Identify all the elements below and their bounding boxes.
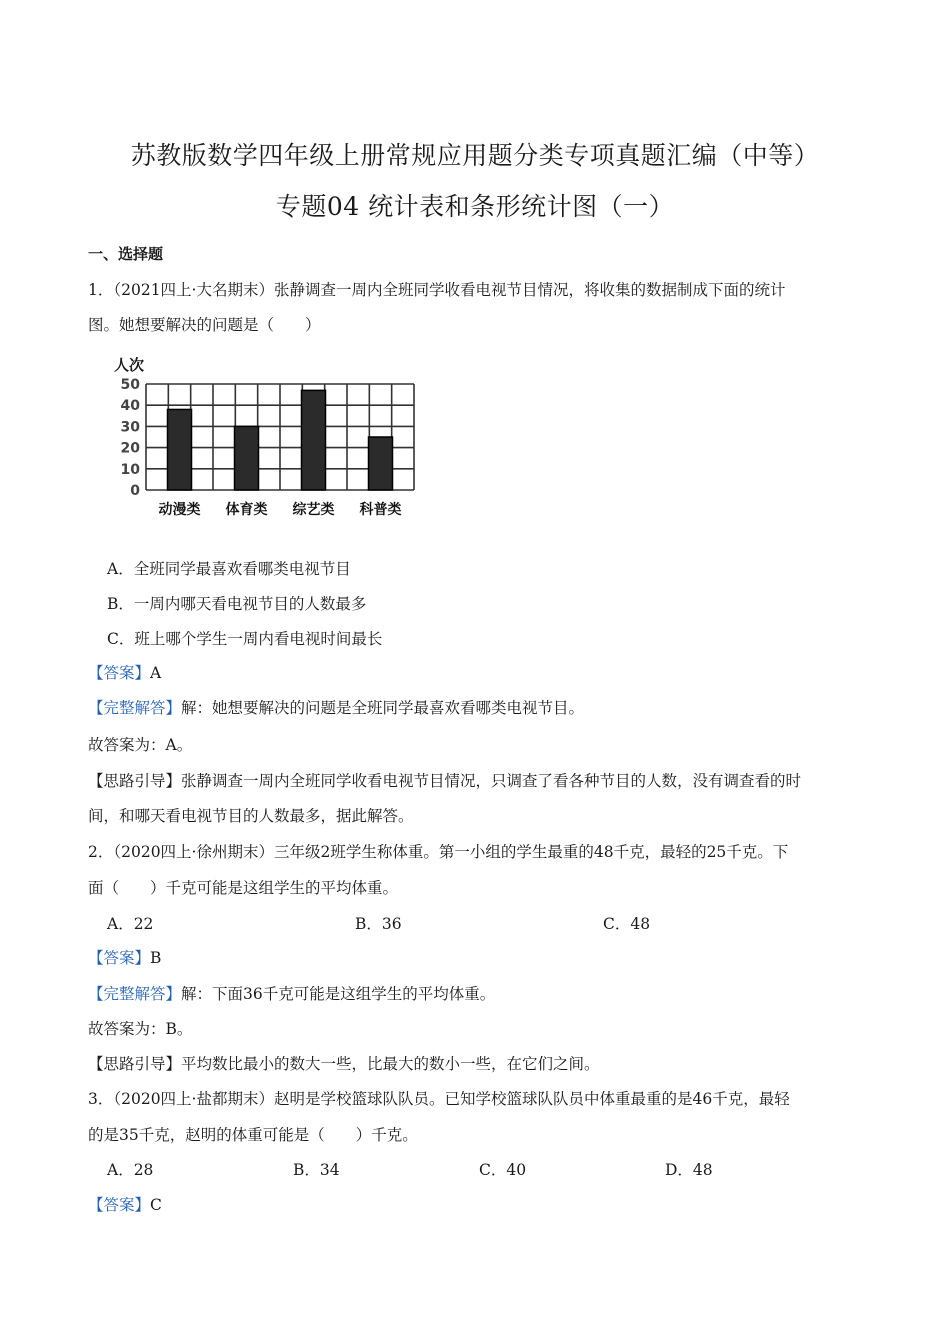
- y-tick-label: 50: [120, 377, 140, 393]
- answer-tag: 答案: [103, 949, 135, 967]
- y-tick-label: 30: [120, 419, 140, 436]
- q1-option-a: A．全班同学最喜欢看哪类电视节目: [107, 560, 351, 578]
- q1-stem-line2: 图。她想要解决的问题是（ ）: [88, 316, 321, 334]
- hint-text: 平均数比最小的数大一些，比最大的数小一些，在它们之间。: [181, 1055, 600, 1073]
- q2-option-c: C．48: [603, 915, 651, 933]
- x-category-label: 科普类: [359, 502, 402, 518]
- section-heading: 一、选择题: [88, 245, 164, 263]
- solution-text: 解：下面36千克可能是这组学生的平均体重。: [181, 985, 496, 1003]
- q3-option-d: D．48: [665, 1161, 713, 1179]
- q2-conclusion: 故答案为：B。: [88, 1020, 193, 1038]
- x-category-label: 综艺类: [292, 502, 335, 518]
- bar-2: [235, 426, 259, 490]
- q2-stem-line1: 2．（2020四上·徐州期末）三年级2班学生称体重。第一小组的学生最重的48千克，最轻的25千克。下: [88, 843, 789, 861]
- q1-option-c: C．班上哪个学生一周内看电视时间最长: [107, 630, 383, 648]
- x-category-label: 动漫类: [158, 502, 201, 518]
- q1-conclusion: 故答案为：A。: [88, 736, 193, 754]
- q2-stem-line2: 面（ ）千克可能是这组学生的平均体重。: [88, 879, 399, 897]
- q3-answer: 【答案】C: [88, 1196, 162, 1214]
- q1-hint-line2: 间，和哪天看电视节目的人数最多，据此解答。: [88, 807, 414, 825]
- q3-option-c: C．40: [479, 1161, 527, 1179]
- hint-tag: 思路引导: [103, 1055, 166, 1073]
- q2-option-b: B．36: [355, 915, 402, 933]
- answer-tag: 答案: [103, 1196, 135, 1214]
- q3-stem-line1: 3．（2020四上·盐都期末）赵明是学校篮球队队员。已知学校篮球队队员中体重最重的是46千克，最轻: [88, 1090, 790, 1108]
- q2-hint: 【思路引导】平均数比最小的数大一些，比最大的数小一些，在它们之间。: [88, 1055, 600, 1073]
- y-tick-label: 20: [120, 440, 140, 457]
- q1-solution: 【完整解答】解：她想要解决的问题是全班同学最喜欢看哪类电视节目。: [88, 699, 585, 717]
- answer-value: C: [150, 1196, 162, 1214]
- page-title-line1: 苏教版数学四年级上册常规应用题分类专项真题汇编（中等）: [130, 141, 820, 170]
- answer-value: B: [150, 949, 162, 967]
- q1-hint-line1: 【思路引导】张静调查一周内全班同学收看电视节目情况，只调查了看各种节目的人数，没有调查看的时: [88, 772, 802, 790]
- answer-value: A: [150, 664, 162, 682]
- y-tick-label: 10: [120, 461, 140, 478]
- q3-stem-line2: 的是35千克，赵明的体重可能是（ ）千克。: [88, 1126, 418, 1144]
- q1-answer: 【答案】A: [88, 664, 162, 682]
- solution-tag: 完整解答: [103, 699, 166, 717]
- bar-3: [302, 390, 326, 490]
- hint-tag: 思路引导: [103, 772, 166, 790]
- q1-option-b: B．一周内哪天看电视节目的人数最多: [107, 595, 367, 613]
- solution-tag: 完整解答: [103, 985, 166, 1003]
- q2-solution: 【完整解答】解：下面36千克可能是这组学生的平均体重。: [88, 985, 496, 1003]
- q2-option-a: A．22: [107, 915, 154, 933]
- y-tick-label: 0: [130, 483, 140, 499]
- x-category-label: 体育类: [225, 502, 268, 518]
- page-title-line2: 专题04 统计表和条形统计图（一）: [275, 192, 675, 221]
- solution-text: 解：她想要解决的问题是全班同学最喜欢看哪类电视节目。: [181, 699, 585, 717]
- hint-text: 张静调查一周内全班同学收看电视节目情况，只调查了看各种节目的人数，没有调查看的时: [181, 772, 802, 790]
- bar-4: [369, 437, 393, 490]
- q1-stem-line1: 1．（2021四上·大名期末）张静调查一周内全班同学收看电视节目情况，将收集的数据制成下面的统计: [88, 281, 786, 299]
- q3-option-b: B．34: [293, 1161, 340, 1179]
- y-tick-label: 40: [120, 398, 140, 415]
- bar-chart: [108, 350, 428, 520]
- bar-1: [168, 409, 192, 490]
- answer-tag: 答案: [103, 664, 135, 682]
- q2-answer: 【答案】B: [88, 949, 162, 967]
- q3-option-a: A．28: [107, 1161, 154, 1179]
- chart-ylabel: 人次: [114, 356, 145, 374]
